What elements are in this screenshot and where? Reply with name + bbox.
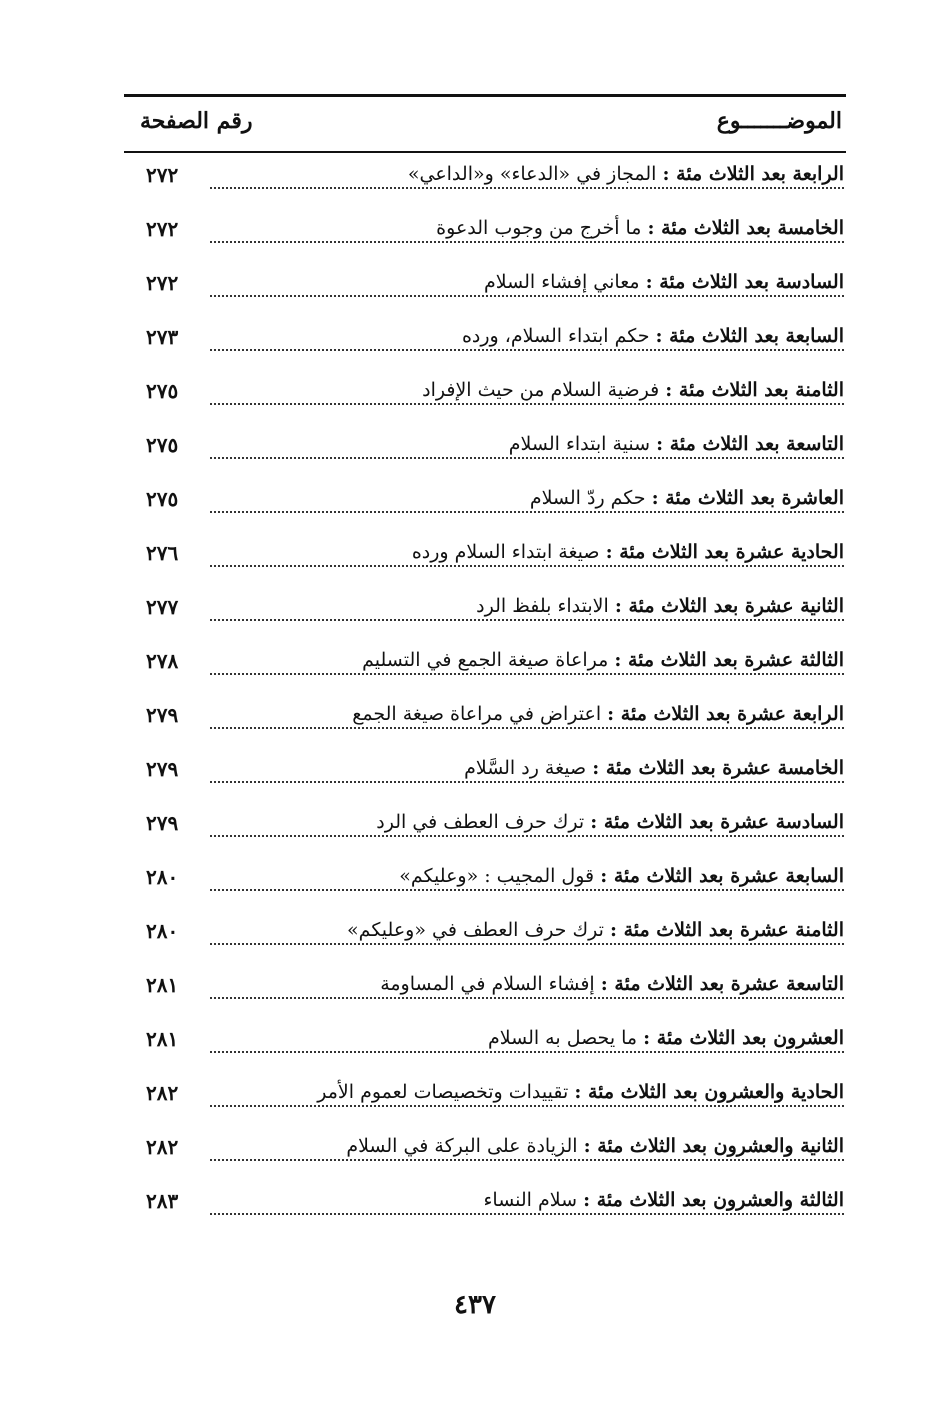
- toc-entry: [124, 1071, 846, 1125]
- entry-page-number: ٢٧٣: [146, 325, 179, 349]
- entry-page-number: ٢٨٢: [146, 1081, 179, 1105]
- entry-text: الزيادة على البركة في السلام: [346, 1135, 578, 1157]
- entry-page-number: ٢٧٧: [146, 595, 179, 619]
- dot-leader: [210, 673, 844, 675]
- dot-leader: [210, 889, 844, 891]
- entry-text: سلام النساء: [483, 1189, 578, 1211]
- entry-lead: الثانية والعشرون بعد الثلاث مئة :: [583, 1135, 844, 1157]
- entry-lead: العشرون بعد الثلاث مئة :: [643, 1027, 844, 1049]
- entry-title: [480, 271, 844, 293]
- entry-page-number: ٢٨٠: [146, 865, 179, 889]
- header-top-rule: [124, 94, 846, 97]
- entry-text: ترك حرف العطف في الرد: [376, 811, 585, 833]
- dot-leader: [210, 997, 844, 999]
- entry-page-number: ٢٨١: [146, 973, 179, 997]
- entry-title: [395, 865, 844, 887]
- entry-title: [348, 703, 844, 725]
- entry-lead: الحادية عشرة بعد الثلاث مئة :: [605, 541, 844, 563]
- entry-text: فرضية السلام من حيث الإفراد: [422, 379, 660, 401]
- toc-entry: [124, 909, 846, 963]
- entry-title: [432, 217, 844, 239]
- toc-entry: [124, 801, 846, 855]
- dot-leader: [210, 403, 844, 405]
- toc-entry: [124, 1125, 846, 1179]
- dot-leader: [210, 295, 844, 297]
- entry-text: سنية ابتداء السلام: [508, 433, 651, 455]
- entry-page-number: ٢٨١: [146, 1027, 179, 1051]
- dot-leader: [210, 349, 844, 351]
- entry-title: [472, 595, 844, 617]
- dot-leader: [210, 619, 844, 621]
- toc-entry: [124, 855, 846, 909]
- dot-leader: [210, 565, 844, 567]
- table-of-contents: [124, 153, 846, 1233]
- toc-entry: [124, 1179, 846, 1233]
- entry-text: ما أخرج من وجوب الدعوة: [436, 217, 642, 239]
- entry-title: [418, 379, 844, 401]
- entry-page-number: ٢٧٩: [146, 757, 179, 781]
- entry-lead: الثامنة بعد الثلاث مئة :: [665, 379, 844, 401]
- entry-title: [526, 487, 844, 509]
- toc-entry: [124, 261, 846, 315]
- entry-lead: العاشرة بعد الثلاث مئة :: [651, 487, 844, 509]
- entry-title: [458, 325, 844, 347]
- dot-leader: [210, 241, 844, 243]
- toc-entry: [124, 369, 846, 423]
- entry-title: [343, 919, 844, 941]
- dot-leader: [210, 1051, 844, 1053]
- dot-leader: [210, 727, 844, 729]
- entry-title: [358, 649, 844, 671]
- entry-lead: التاسعة عشرة بعد الثلاث مئة :: [600, 973, 844, 995]
- entry-title: [342, 1135, 844, 1157]
- topic-column-heading: الموضـــــــوع: [716, 108, 842, 134]
- toc-entry: [124, 747, 846, 801]
- dot-leader: [210, 1105, 844, 1107]
- dot-leader: [210, 457, 844, 459]
- entry-lead: الخامسة عشرة بعد الثلاث مئة :: [592, 757, 844, 779]
- entry-lead: الثانية عشرة بعد الثلاث مئة :: [614, 595, 844, 617]
- dot-leader: [210, 943, 844, 945]
- entry-lead: الثامنة عشرة بعد الثلاث مئة :: [609, 919, 844, 941]
- entry-lead: الحادية والعشرون بعد الثلاث مئة :: [574, 1081, 844, 1103]
- entry-page-number: ٢٨٢: [146, 1135, 179, 1159]
- entry-text: صيغة ابتداء السلام ورده: [411, 541, 600, 563]
- entry-text: حكم ردّ السلام: [529, 487, 646, 509]
- entry-page-number: ٢٨٣: [146, 1189, 179, 1213]
- entry-text: حكم ابتداء السلام، ورده: [461, 325, 650, 347]
- entry-page-number: ٢٧٦: [146, 541, 179, 565]
- entry-title: [408, 541, 844, 563]
- toc-entry: [124, 585, 846, 639]
- entry-lead: التاسعة بعد الثلاث مئة :: [656, 433, 844, 455]
- entry-page-number: ٢٧٥: [146, 487, 179, 511]
- entry-title: [372, 811, 844, 833]
- entry-title: [479, 1189, 844, 1211]
- entry-text: اعتراض في مراعاة صيغة الجمع: [352, 703, 602, 725]
- toc-entry: [124, 693, 846, 747]
- table-header: [124, 104, 846, 146]
- toc-entry: [124, 963, 846, 1017]
- entry-page-number: ٢٧٢: [146, 217, 179, 241]
- entry-lead: الرابعة بعد الثلاث مئة :: [662, 163, 844, 185]
- entry-lead: السادسة عشرة بعد الثلاث مئة :: [590, 811, 844, 833]
- entry-lead: السابعة بعد الثلاث مئة :: [655, 325, 844, 347]
- toc-entry: [124, 477, 846, 531]
- toc-entry: [124, 639, 846, 693]
- entry-page-number: ٢٧٢: [146, 271, 179, 295]
- entry-title: [313, 1081, 844, 1103]
- entry-title: [376, 973, 844, 995]
- page-number-column-heading: رقم الصفحة: [140, 108, 253, 134]
- entry-title: [460, 757, 844, 779]
- entry-text: قول المجيب : «وعليكم»: [399, 865, 595, 887]
- entry-lead: الثالثة عشرة بعد الثلاث مئة :: [614, 649, 844, 671]
- dot-leader: [210, 781, 844, 783]
- entry-text: إفشاء السلام في المساومة: [380, 973, 595, 995]
- page-folio-number: ٤٣٧: [454, 1290, 496, 1320]
- entry-text: تقييدات وتخصيصات لعموم الأمر: [317, 1081, 569, 1103]
- entry-page-number: ٢٧٥: [146, 433, 179, 457]
- dot-leader: [210, 511, 844, 513]
- entry-lead: السادسة بعد الثلاث مئة :: [645, 271, 844, 293]
- toc-entry: [124, 315, 846, 369]
- entry-text: الابتداء بلفظ الرد: [476, 595, 609, 617]
- entry-text: معاني إفشاء السلام: [484, 271, 640, 293]
- entry-lead: الثالثة والعشرون بعد الثلاث مئة :: [583, 1189, 844, 1211]
- entry-title: [505, 433, 844, 455]
- entry-lead: السابعة عشرة بعد الثلاث مئة :: [600, 865, 844, 887]
- entry-page-number: ٢٧٥: [146, 379, 179, 403]
- entry-text: ما يحصل به السلام: [488, 1027, 638, 1049]
- toc-entry: [124, 423, 846, 477]
- entry-page-number: ٢٧٩: [146, 703, 179, 727]
- entry-text: صيغة رد السَّلام: [464, 757, 587, 779]
- entry-text: مراعاة صيغة الجمع في التسليم: [362, 649, 609, 671]
- dot-leader: [210, 1213, 844, 1215]
- toc-entry: [124, 1017, 846, 1071]
- entry-lead: الرابعة عشرة بعد الثلاث مئة :: [607, 703, 844, 725]
- entry-text: المجاز في «الدعاء» و«الداعي»: [407, 163, 657, 185]
- entry-page-number: ٢٧٢: [146, 163, 179, 187]
- entry-page-number: ٢٨٠: [146, 919, 179, 943]
- dot-leader: [210, 187, 844, 189]
- entry-title: [404, 163, 844, 185]
- dot-leader: [210, 835, 844, 837]
- toc-entry: [124, 531, 846, 585]
- toc-entry: [124, 153, 846, 207]
- dot-leader: [210, 1159, 844, 1161]
- entry-lead: الخامسة بعد الثلاث مئة :: [647, 217, 844, 239]
- entry-page-number: ٢٧٨: [146, 649, 179, 673]
- entry-text: ترك حرف العطف في «وعليكم»: [347, 919, 604, 941]
- entry-page-number: ٢٧٩: [146, 811, 179, 835]
- toc-entry: [124, 207, 846, 261]
- entry-title: [484, 1027, 844, 1049]
